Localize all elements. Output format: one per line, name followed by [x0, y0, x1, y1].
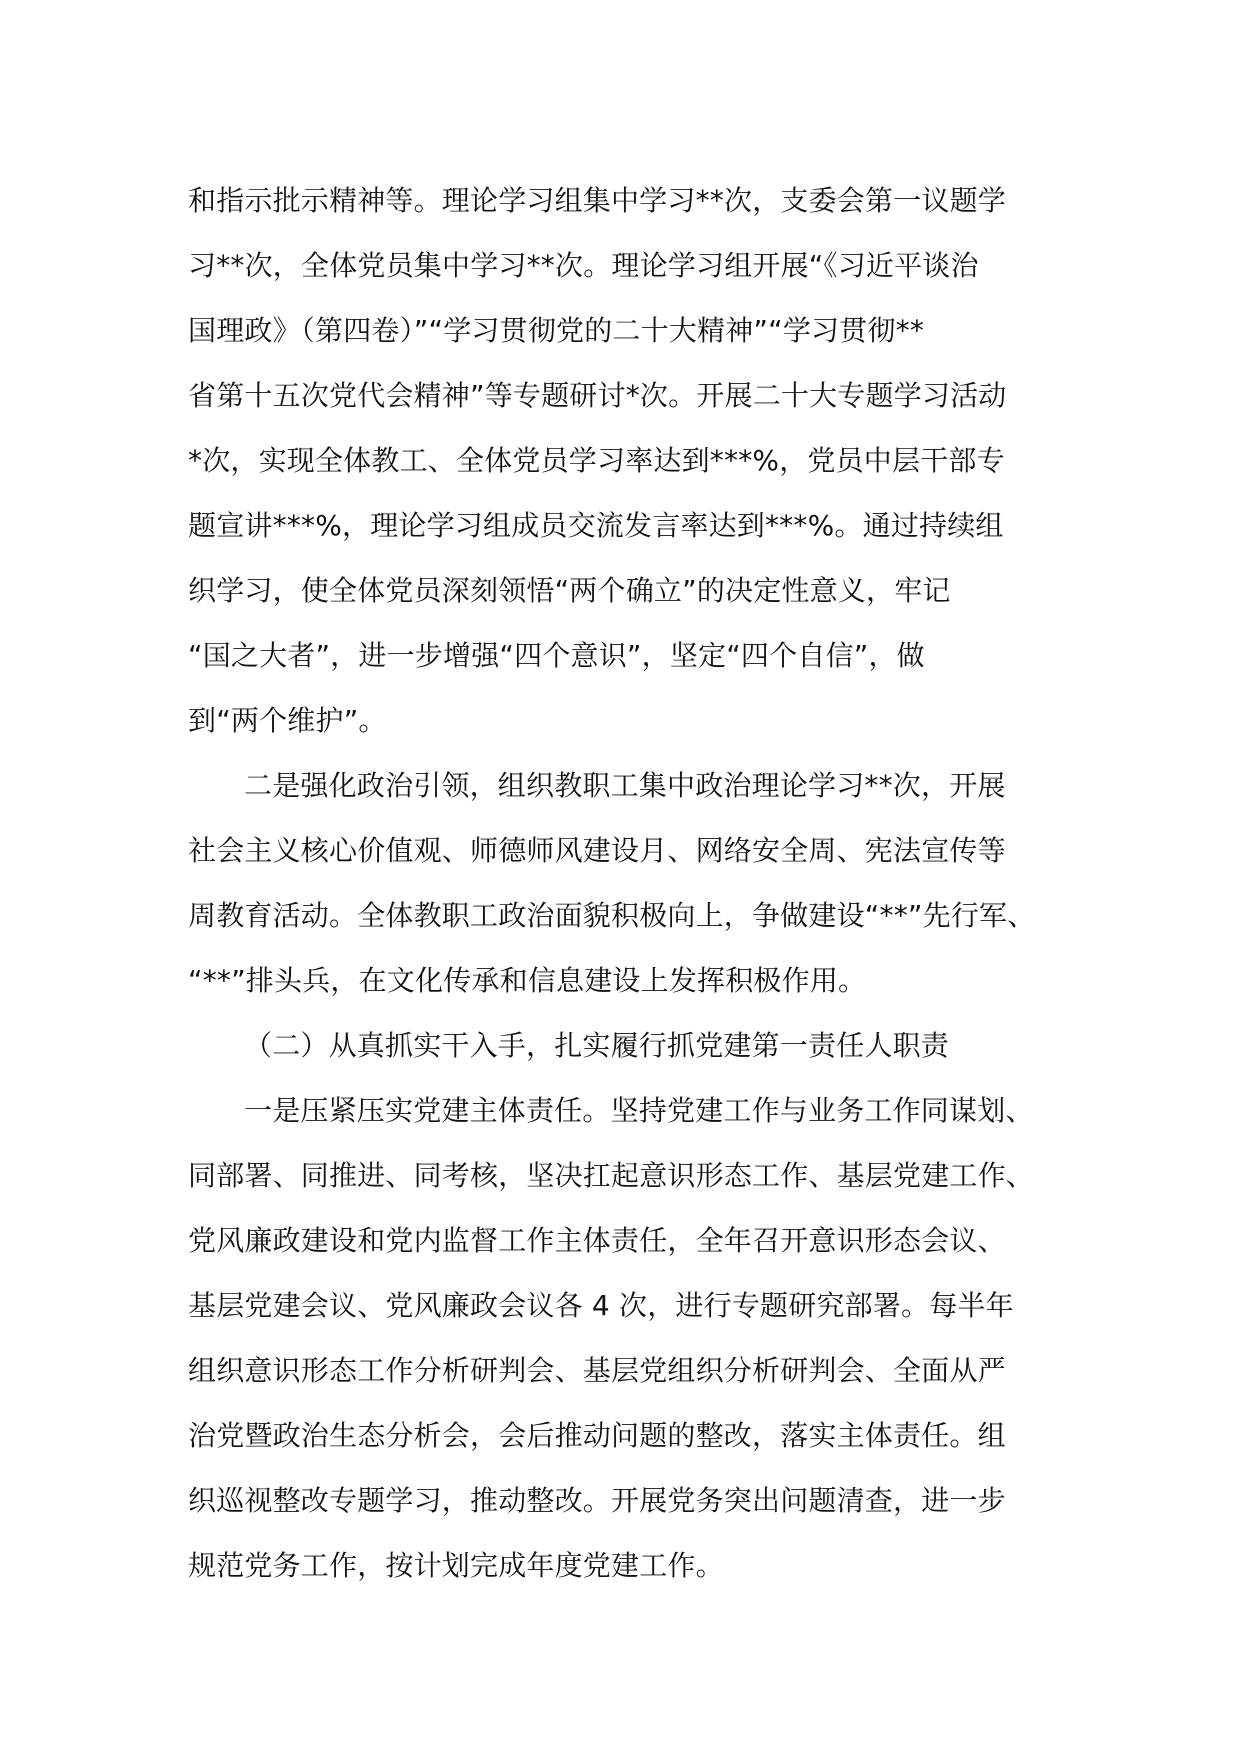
text-line: “国之大者”，进一步增强“四个意识”，坚定“四个自信”，做	[188, 639, 925, 672]
text-line: 规范党务工作，按计划完成年度党建工作。	[188, 1549, 724, 1582]
text-line: “**”排头兵，在文化传承和信息建设上发挥积极作用。	[188, 964, 867, 997]
text-line: 同部署、同推进、同考核，坚决扛起意识形态工作、基层党建工作、	[188, 1159, 1035, 1192]
section-heading: （二）从真抓实干入手，扎实履行抓党建第一责任人职责	[244, 1029, 950, 1062]
paragraph-start: 一是压紧压实党建主体责任。坚持党建工作与业务工作同谋划、	[244, 1094, 1034, 1127]
text-line: 国理政》（第四卷）”“学习贯彻党的二十大精神”“学习贯彻**	[188, 314, 925, 347]
text-line: 题宣讲***%，理论学习组成员交流发言率达到***%。通过持续组	[188, 509, 1004, 542]
paragraph-start: 二是强化政治引领，组织教职工集中政治理论学习**次，开展	[244, 769, 1006, 802]
text-line: 到“两个维护”。	[188, 704, 387, 737]
document-body	[188, 168, 1058, 1598]
text-line: 织学习，使全体党员深刻领悟“两个确立”的决定性意义，牢记	[188, 574, 951, 607]
text-line: 织巡视整改专题学习，推动整改。开展党务突出问题清查，进一步	[188, 1484, 1006, 1517]
text-line: 省第十五次党代会精神”等专题研讨*次。开展二十大专题学习活动	[188, 379, 1007, 412]
text-line: 治党暨政治生态分析会，会后推动问题的整改，落实主体责任。组	[188, 1419, 1006, 1452]
text-line: 和指示批示精神等。理论学习组集中学习**次，支委会第一议题学	[188, 184, 1007, 217]
text-line: 基层党建会议、党风廉政会议各 4 次，进行专题研究部署。每半年	[188, 1289, 1014, 1322]
text-line: 社会主义核心价值观、师德师风建设月、网络安全周、宪法宣传等	[188, 834, 1006, 867]
text-line: *次，实现全体教工、全体党员学习率达到***%，党员中层干部专	[188, 444, 1005, 477]
text-line: 党风廉政建设和党内监督工作主体责任，全年召开意识形态会议、	[188, 1224, 1006, 1257]
text-line: 习**次，全体党员集中学习**次。理论学习组开展“《习近平谈治	[188, 249, 979, 282]
text-line: 组织意识形态工作分析研判会、基层党组织分析研判会、全面从严	[188, 1354, 1006, 1387]
text-line: 周教育活动。全体教职工政治面貌积极向上，争做建设“**”先行军、	[188, 899, 1036, 932]
